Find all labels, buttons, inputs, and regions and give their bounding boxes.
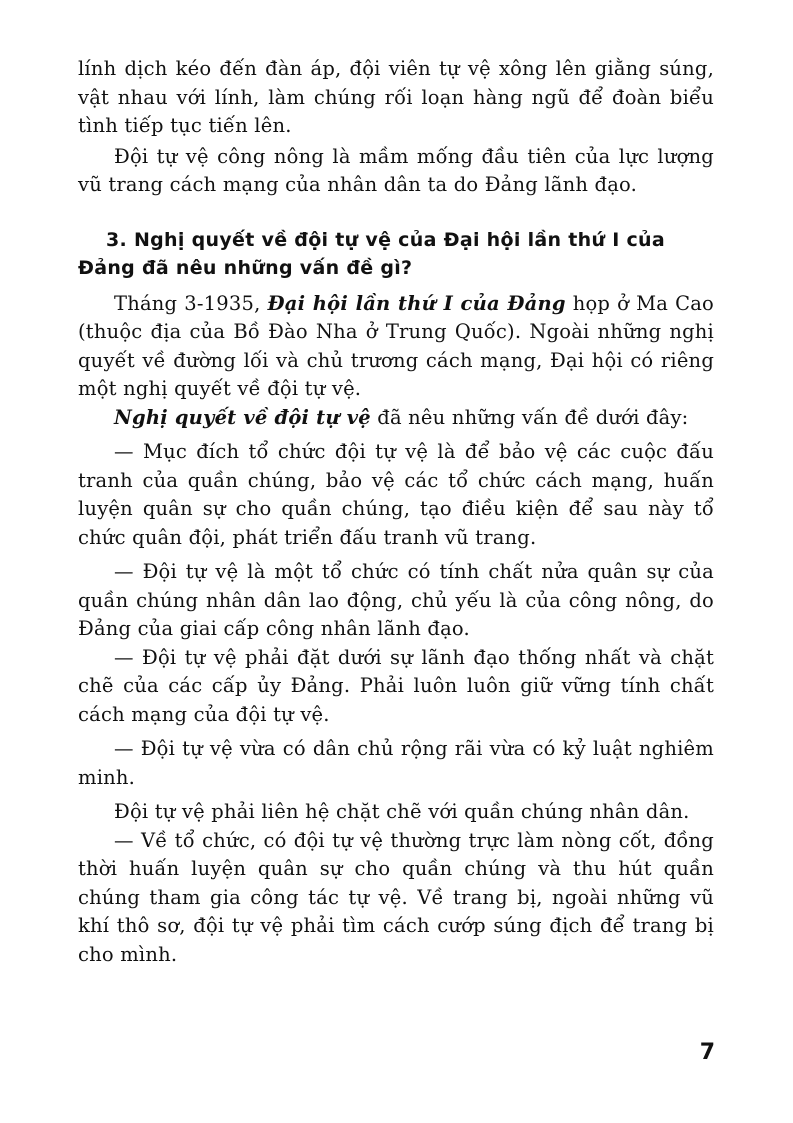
paragraph-6: — Đội tự vệ là một tổ chức có tính chất nửa quân sự của quần chúng nhân dân lao động, chủ yếu là của công nông, do Đảng của giai cấp công nhân lãnh đạo. xyxy=(78,560,714,640)
paragraph-5: — Mục đích tổ chức đội tự vệ là để bảo vệ các cuộc đấu tranh của quần chúng, bảo vệ các tổ chức cách mạng, huấn luyện quân sự cho quần chúng, tạo điều kiện để sau này tổ chức quân đội, phát triển đấu tranh vũ trang. xyxy=(78,440,714,549)
question-heading: 3. Nghị quyết về đội tự vệ của Đại hội lần thứ I của Đảng đã nêu những vấn đề gì? xyxy=(78,228,666,279)
paragraph-8: — Đội tự vệ vừa có dân chủ rộng rãi vừa có kỷ luật nghiêm minh. xyxy=(78,737,714,789)
paragraph-3 xyxy=(78,290,714,404)
congress-title: Đại hội lần thứ I của Đảng xyxy=(267,291,566,315)
paragraph-1: lính dịch kéo đến đàn áp, đội viên tự vệ xông lên giằng súng, vật nhau với lính, làm chúng rối loạn hàng ngũ để đoàn biểu tình tiếp tục tiến lên. xyxy=(78,57,714,137)
paragraph-4 xyxy=(78,404,714,433)
page-number: 7 xyxy=(699,1040,715,1065)
paragraph-7: — Đội tự vệ phải đặt dưới sự lãnh đạo thống nhất và chặt chẽ của các cấp ủy Đảng. Phải luôn luôn giữ vững tính chất cách mạng của đội tự vệ. xyxy=(78,645,714,726)
resolution-title: Nghị quyết về đội tự vệ xyxy=(114,405,371,429)
paragraph-10: — Về tổ chức, có đội tự vệ thường trực làm nòng cốt, đồng thời huấn luyện quân sự cho quần chúng và thu hút quần chúng tham gia công tác tự vệ. Về trang bị, ngoài những vũ khí thô sơ, đội tự vệ phải tìm cách cướp súng địch để trang bị cho mình. xyxy=(78,828,714,966)
paragraph-2: Đội tự vệ công nông là mầm mống đầu tiên của lực lượng vũ trang cách mạng của nhân dân ta do Đảng lãnh đạo. xyxy=(78,144,714,196)
paragraph-4-rest: đã nêu những vấn đề dưới đây: xyxy=(370,405,689,429)
paragraph-9: Đội tự vệ phải liên hệ chặt chẽ với quần chúng nhân dân. xyxy=(114,800,690,823)
paragraph-3-prefix: Tháng 3-1935, xyxy=(114,291,268,315)
paragraph-3-rest: họp ở Ma Cao (thuộc địa của Bồ Đào Nha ở Trung Quốc). Ngoài những nghị quyết về đường lối và chủ trương cách mạng, Đại hội có riêng một nghị quyết về đội tự vệ. xyxy=(78,291,714,400)
page-body xyxy=(78,55,714,969)
